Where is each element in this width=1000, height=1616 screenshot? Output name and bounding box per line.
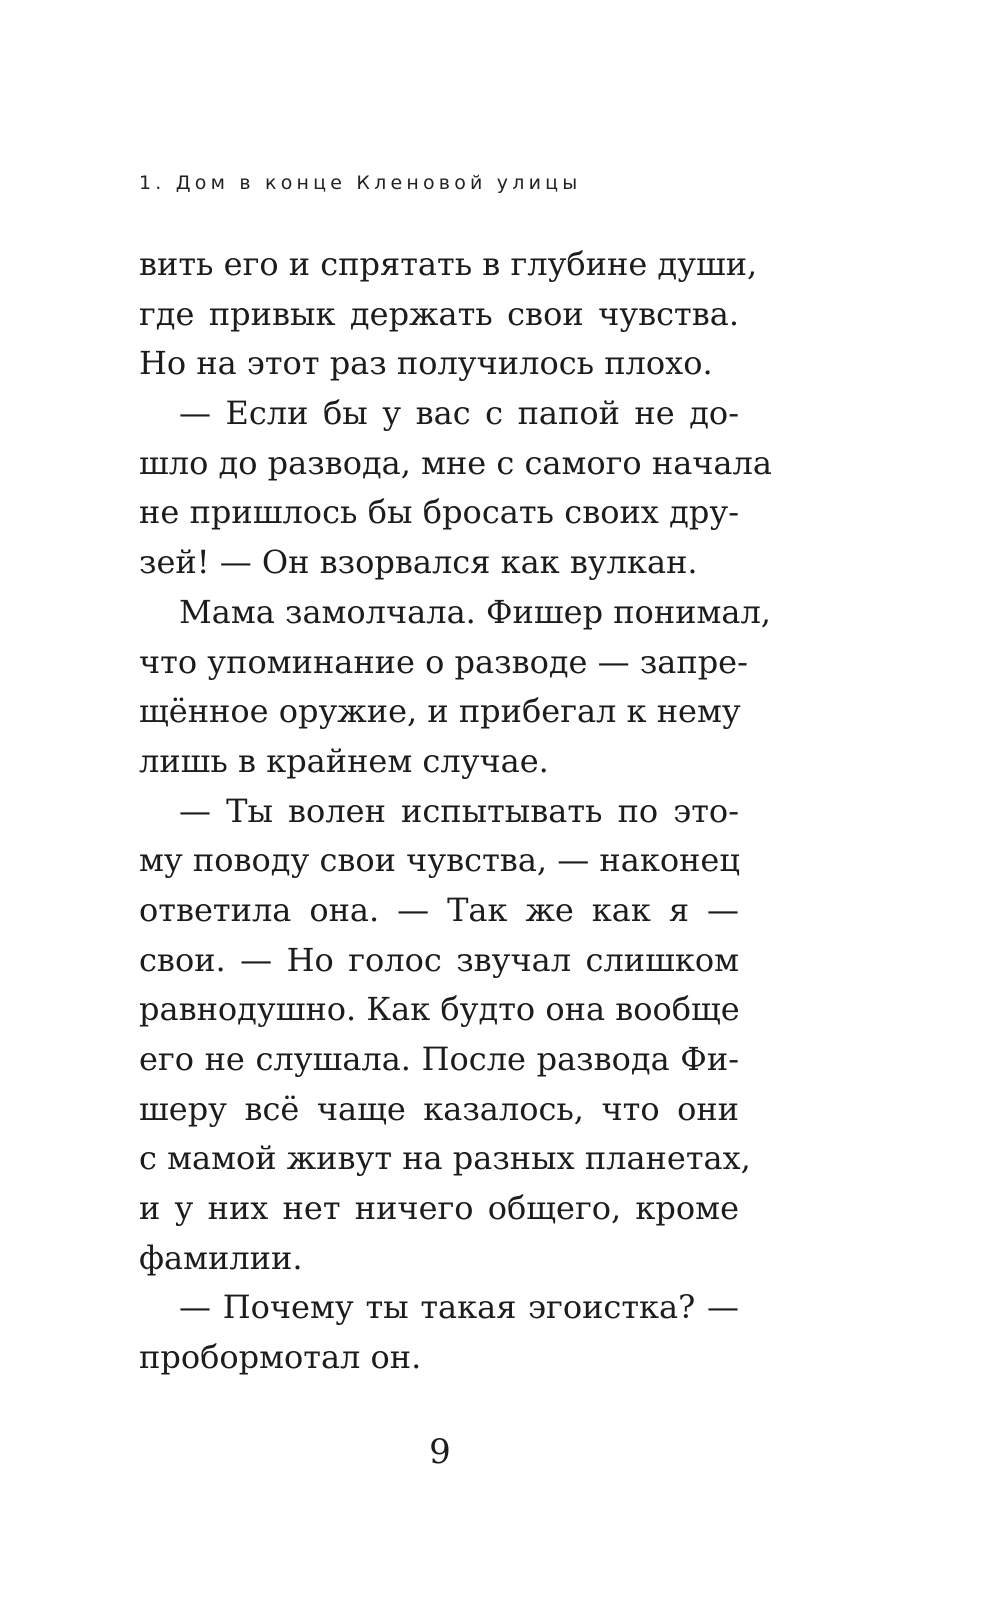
text-line: свои. — Но голос звучал слишком	[139, 940, 739, 979]
running-head: 1. Дом в конце Кленовой улицы	[139, 172, 582, 194]
text-line: — Если бы у вас с папой не до-	[179, 394, 739, 433]
text-line: зей! — Он взорвался как вулкан.	[139, 543, 698, 582]
text-line: шло до развода, мне с самого начала	[139, 443, 772, 482]
text-line: фамилии.	[139, 1238, 303, 1277]
text-line: с мамой живут на разных планетах,	[139, 1139, 751, 1178]
text-line: равнодушно. Как будто она вообще	[139, 990, 740, 1029]
text-line: лишь в крайнем случае.	[139, 741, 549, 780]
text-line: ответила она. — Так же как я —	[139, 890, 739, 929]
text-line: — Почему ты такая эгоистка? —	[179, 1288, 739, 1327]
page-number: 9	[429, 1432, 451, 1472]
text-line: вить его и спрятать в глубине души,	[139, 245, 758, 283]
text-line: му поводу свои чувства, — наконец	[139, 841, 740, 880]
text-line: и у них нет ничего общего, кроме	[139, 1189, 739, 1228]
body-text	[139, 240, 772, 1383]
text-line: пробормотал он.	[139, 1338, 422, 1377]
text-line: Но на этот раз получилось плохо.	[139, 344, 713, 383]
text-line: что упоминание о разводе — запре-	[139, 642, 748, 681]
text-line: его не слушала. После развода Фи-	[139, 1040, 739, 1078]
text-line: где привык держать свои чувства.	[139, 294, 739, 333]
text-line: не пришлось бы бросать своих дру-	[139, 493, 739, 532]
text-line: Мама замолчала. Фишер понимал,	[179, 592, 771, 631]
text-line: — Ты волен испытывать по это-	[179, 791, 739, 830]
text-line: шеру всё чаще казалось, что они	[139, 1089, 739, 1128]
text-line: щённое оружие, и прибегал к нему	[139, 692, 741, 731]
